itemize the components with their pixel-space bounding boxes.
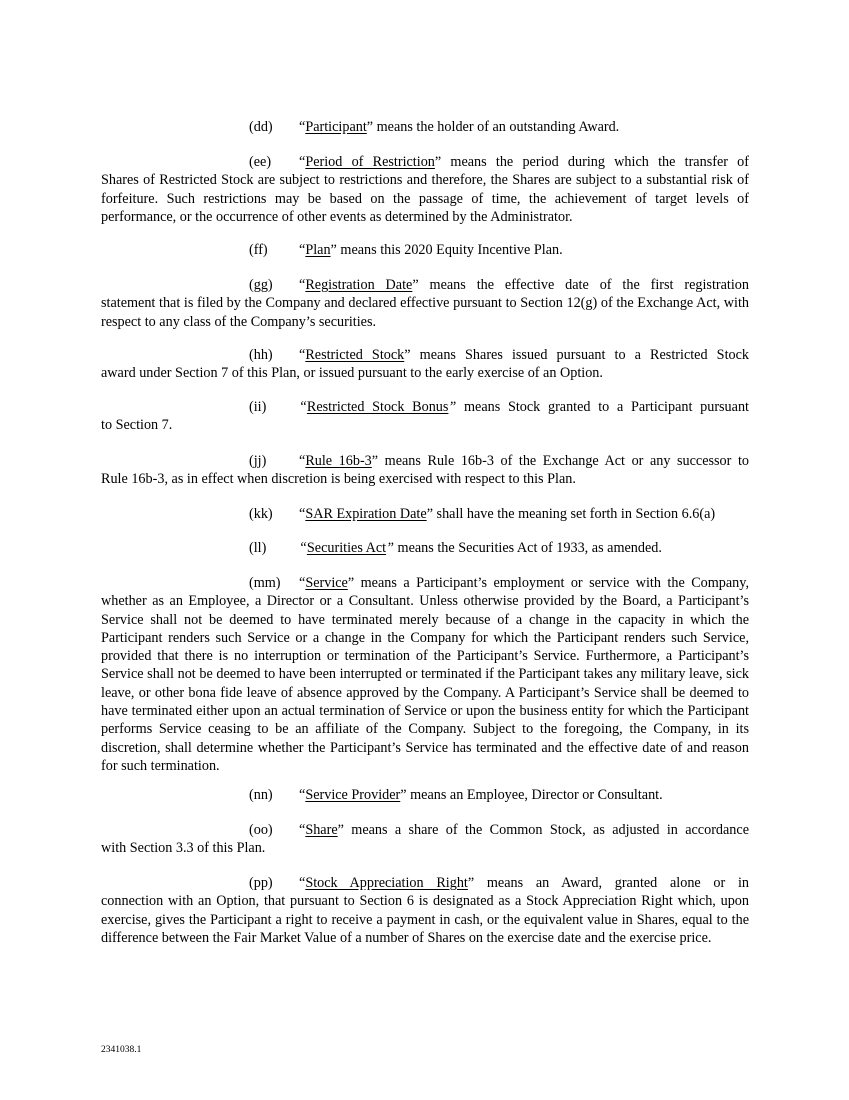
definition-label: (gg) bbox=[249, 277, 273, 293]
definition-label: (nn) bbox=[249, 787, 273, 803]
definition-service: (mm) “Service” means a Participant’s employment or service with the Company, whether as an Employee, a Director or a Consultant. Unless otherwise provided by the Board, a Participant’s Service shall not be deemed to have terminated merely because of a change in the capacity in which the Participant renders such Service or a change in the Company for which the Participant renders such Service, provided that there is no interruption or termination of the Participant’s Service. Furthermore, a Participant’s Service shall not be deemed to have been interrupted or terminated if the Participant takes any military leave, sick leave, or other bona fide leave of absence approved by the Company. A Participant’s Service shall be deemed to have terminated either upon an actual termination of Service or upon the business entity for which the Participant performs Service ceasing to be an affiliate of the Company. Subject to the foregoing, the Company, in its discretion, shall determine whether the Participant’s Service has terminated and the effective date of and reason for such termination. bbox=[101, 575, 749, 774]
definition-label: (pp) bbox=[249, 875, 273, 891]
definition-body: statement that is filed by the Company and declared effective pursuant to Section 12(g) of the Exchange Act, with respect to any class of the Company’s securities. bbox=[101, 295, 749, 330]
defined-term: Service bbox=[305, 575, 348, 591]
defined-term: Securities Act bbox=[306, 540, 387, 556]
definition-body: Shares of Restricted Stock are subject to restrictions and therefore, the Shares are subject to a substantial risk of forfeiture. Such restrictions may be based on the passage of time, the achievement of target levels of performance, or the occurrence of other events as determined by the Administrator. bbox=[101, 172, 749, 225]
definition-label: (ff) bbox=[249, 242, 268, 258]
definition-body: award under Section 7 of this Plan, or issued pursuant to the early exercise of an Option. bbox=[101, 365, 603, 382]
definition-label: (ee) bbox=[249, 154, 272, 170]
definition-label: (kk) bbox=[249, 506, 273, 522]
defined-term: Restricted Stock bbox=[305, 347, 405, 363]
definition-body: whether as an Employee, a Director or a Consultant. Unless otherwise provided by the Board, a Participant’s Service shall not be deemed to have terminated merely because of a change in the capacity in which the Participant renders such Service or a change in the Company for which the Participant renders such Service, provided that there is no interruption or termination of the Participant’s Service. Furthermore, a Participant’s Service shall not be deemed to have been interrupted or terminated if the Participant takes any military leave, sick leave, or other bona fide leave of absence approved by the Company. A Participant’s Service shall be deemed to have terminated either upon an actual termination of Service or upon the business entity for which the Participant performs Service ceasing to be an affiliate of the Company. Subject to the foregoing, the Company, in its discretion, shall determine whether the Participant’s Service has terminated and the effective date of and reason for such termination. bbox=[101, 593, 749, 774]
definition-body: Rule 16b-3, as in effect when discretion is being exercised with respect to this Plan. bbox=[101, 471, 576, 488]
defined-term: Participant bbox=[305, 119, 367, 135]
defined-term: SAR Expiration Date bbox=[305, 506, 427, 522]
definition-rule-16b-3: (jj) “Rule 16b-3” means Rule 16b-3 of the Exchange Act or any successor to Rule 16b-3, as in effect when discretion is being exercised with respect to this Plan. bbox=[101, 453, 749, 488]
definition-securities-act: (ll) “Securities Act” means the Securities Act of 1933, as amended. bbox=[249, 540, 662, 556]
definition-restricted-stock-bonus: (ii) “Restricted Stock Bonus” means Stock granted to a Participant pursuant to Section 7. bbox=[101, 399, 749, 434]
definition-label: (ll) bbox=[249, 540, 267, 556]
definition-restricted-stock: (hh) “Restricted Stock” means Shares issued pursuant to a Restricted Stock award under Section 7 of this Plan, or issued pursuant to the early exercise of an Option. bbox=[101, 347, 749, 382]
definition-share: (oo) “Share” means a share of the Common Stock, as adjusted in accordance with Section 3.3 of this Plan. bbox=[101, 822, 749, 857]
defined-term: Service Provider bbox=[305, 787, 401, 803]
defined-term: Plan bbox=[305, 242, 331, 258]
definition-label: (ii) bbox=[249, 399, 267, 415]
defined-term: Share bbox=[305, 822, 338, 838]
definition-plan: (ff) “Plan” means this 2020 Equity Incentive Plan. bbox=[249, 242, 563, 258]
document-number-footer: 2341038.1 bbox=[101, 1045, 142, 1055]
definition-label: (dd) bbox=[249, 119, 273, 135]
definition-body: to Section 7. bbox=[101, 417, 173, 434]
definition-label: (jj) bbox=[249, 453, 267, 469]
definition-registration-date: (gg) “Registration Date” means the effective date of the first registration statement that is filed by the Company and declared effective pursuant to Section 12(g) of the Exchange Act, with respect to any class of the Company’s securities. bbox=[101, 277, 749, 330]
defined-term: Restricted Stock Bonus bbox=[306, 399, 449, 415]
definition-label: (mm) bbox=[249, 575, 281, 591]
defined-term: Period of Restriction bbox=[305, 154, 435, 170]
definition-sar-expiration-date: (kk) “SAR Expiration Date” shall have the meaning set forth in Section 6.6(a) bbox=[249, 506, 716, 522]
definition-label: (oo) bbox=[249, 822, 273, 838]
definition-service-provider: (nn) “Service Provider” means an Employee, Director or Consultant. bbox=[249, 787, 663, 803]
definition-label: (hh) bbox=[249, 347, 273, 363]
defined-term: Rule 16b-3 bbox=[305, 453, 372, 469]
definition-body: with Section 3.3 of this Plan. bbox=[101, 840, 266, 857]
definition-period-of-restriction: (ee) “Period of Restriction” means the period during which the transfer of Shares of Restricted Stock are subject to restrictions and therefore, the Shares are subject to a substantial risk of forfeiture. Such restrictions may be based on the passage of time, the achievement of target levels of performance, or the occurrence of other events as determined by the Administrator. bbox=[101, 154, 750, 225]
definition-body: connection with an Option, that pursuant to Section 6 is designated as a Stock Appreciation Right which, upon exercise, gives the Participant a right to receive a payment in cash, or the equivalent value in Shares, equal to the difference between the Fair Market Value of a number of Shares on the exercise date and the exercise price. bbox=[101, 893, 749, 946]
definition-stock-appreciation-right: (pp) “Stock Appreciation Right” means an Award, granted alone or in connection with an Option, that pursuant to Section 6 is designated as a Stock Appreciation Right which, upon exercise, gives the Participant a right to receive a payment in cash, or the equivalent value in Shares, equal to the difference between the Fair Market Value of a number of Shares on the exercise date and the exercise price. bbox=[101, 875, 749, 946]
defined-term: Stock Appreciation Right bbox=[305, 875, 468, 891]
defined-term: Registration Date bbox=[305, 277, 413, 293]
definition-participant: (dd) “Participant” means the holder of an outstanding Award. bbox=[249, 119, 620, 135]
